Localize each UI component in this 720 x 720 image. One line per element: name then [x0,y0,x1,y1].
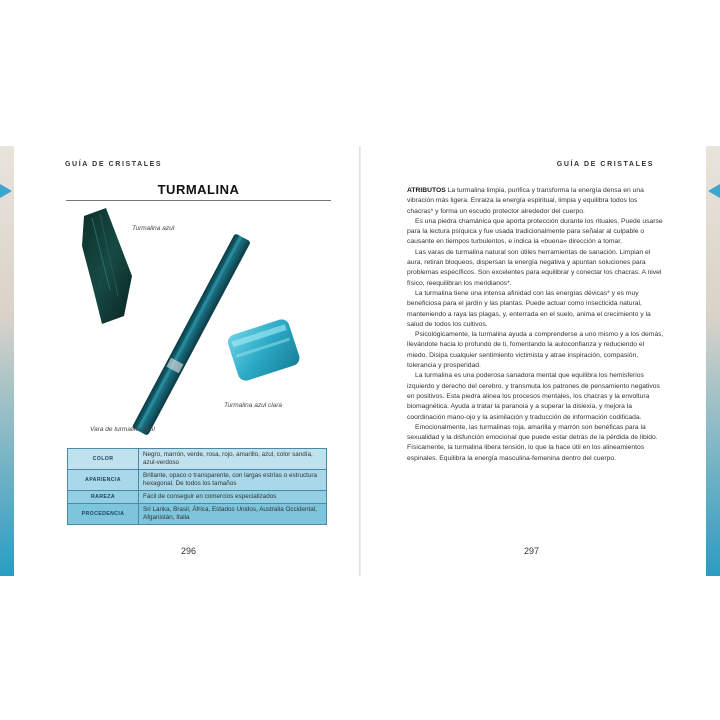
caption-light-blue-tourmaline: Turmalina azul clara [224,402,283,409]
table-row [68,470,327,491]
right-page-edge [706,146,720,576]
left-page-number: 296 [181,546,197,556]
property-value: Brillante, opaco o transparente, con largas estrías o estructura hexagonal. De todos los tamaños [139,470,327,491]
paragraph: La turmalina tiene una intensa afinidad con las energías dévicas* y es muy beneficiosa para el jardín y las plantas. Puede actuar como insecticida natural, manteniendo a raya las plagas, y, enterrada en el suelo, anima el crecimiento y la salud de todos los cultivos. [407,289,651,328]
blue-tourmaline-photo [82,208,132,324]
paragraph: ATRIBUTOS La turmalina limpia, purifica y transforma la energía densa en una vibración más ligera. Enraiza la energía espiritual, limpia y equilibra todos los chacras* y forma un escudo protector alrededor del cuerpo. [407,187,644,215]
right-running-head: GUÍA DE CRISTALES [556,161,654,168]
page-title: TURMALINA [157,182,240,197]
caption-wand: Vara de turmalina azul [90,426,155,433]
light-blue-tourmaline-photo [226,317,302,382]
property-value: Fácil de conseguir en comercios especializados [139,491,327,504]
title-rule [66,180,331,201]
book-spread [0,146,720,576]
left-edge-marker-icon [0,184,12,198]
left-running-head: GUÍA DE CRISTALES [65,161,163,168]
property-value: Sri Lanka, Brasil, África, Estados Unidos, Australia Occidental, Afganistán, Italia [139,504,327,525]
body-text [407,186,665,464]
tourmaline-photos [54,206,324,446]
right-edge-marker-icon [708,184,720,198]
paragraph: Es una piedra chamánica que aporta protección durante los rituales. Puede usarse para la lectura psíquica y fue usada tradicionalmente para señalar al culpable o causante en tiempos turbulentos, e indica la «buena» dirección a tomar. [407,217,663,246]
property-key: COLOR [68,449,139,470]
attributes-lead: ATRIBUTOS [407,187,446,194]
right-page-number: 297 [524,546,540,556]
paragraph: Psicológicamente, la turmalina ayuda a comprenderse a uno mismo y a los demás, llevándote hacia lo profundo de ti, fomentando la autoconfianza y reduciendo el miedo. Disipa cualquier sentimiento victimista y atrae inspiración, compasión, tolerancia y prosperidad. [407,331,664,370]
table-row [68,491,327,504]
property-value: Negro, marrón, verde, rosa, rojo, amarillo, azul, color sandía, azul-verdoso [139,449,327,470]
paragraph: Emocionalmente, las turmalinas roja, amarilla y marrón son benéficas para la sexualidad y la disfunción emocional que puede estar detrás de la pérdida de libido. Físicamente, la turmalina libera tensión, lo que la hace útil en los alineamientos espinales. Equilibra la energía masculina-femenina dentro del cuerpo. [407,423,658,462]
right-page [361,146,706,576]
property-key: APARIENCIA [68,470,139,491]
property-key: RAREZA [68,491,139,504]
paragraph: Las varas de turmalina natural son útiles herramientas de sanación. Limpian el aura, retiran bloqueos, dispersan la energía negativa y apuntan soluciones para problemas específicos. Son excelentes para equilibrar y conectar los chacras. A nivel físico, reequilibran los meridianos*. [407,248,662,287]
table-row [68,504,327,525]
left-page [14,146,359,576]
property-key: PROCEDENCIA [68,504,139,525]
paragraph: La turmalina es una poderosa sanadora mental que equilibra los hemisferios izquierdo y derecho del cerebro, y transmuta los patrones de pensamiento negativos en positivos. Esta piedra alinea los procesos mentales, los chacras y la envoltura biomagnética. Ayuda a tratar la paranoia y a superar la dislexia, y mejora la coordinación mano-ojo y la asimilación y traducción de información codificada. [407,372,660,421]
left-page-edge [0,146,14,576]
caption-blue-tourmaline: Turmalina azul [132,225,175,232]
properties-table [67,448,327,525]
table-row [68,449,327,470]
